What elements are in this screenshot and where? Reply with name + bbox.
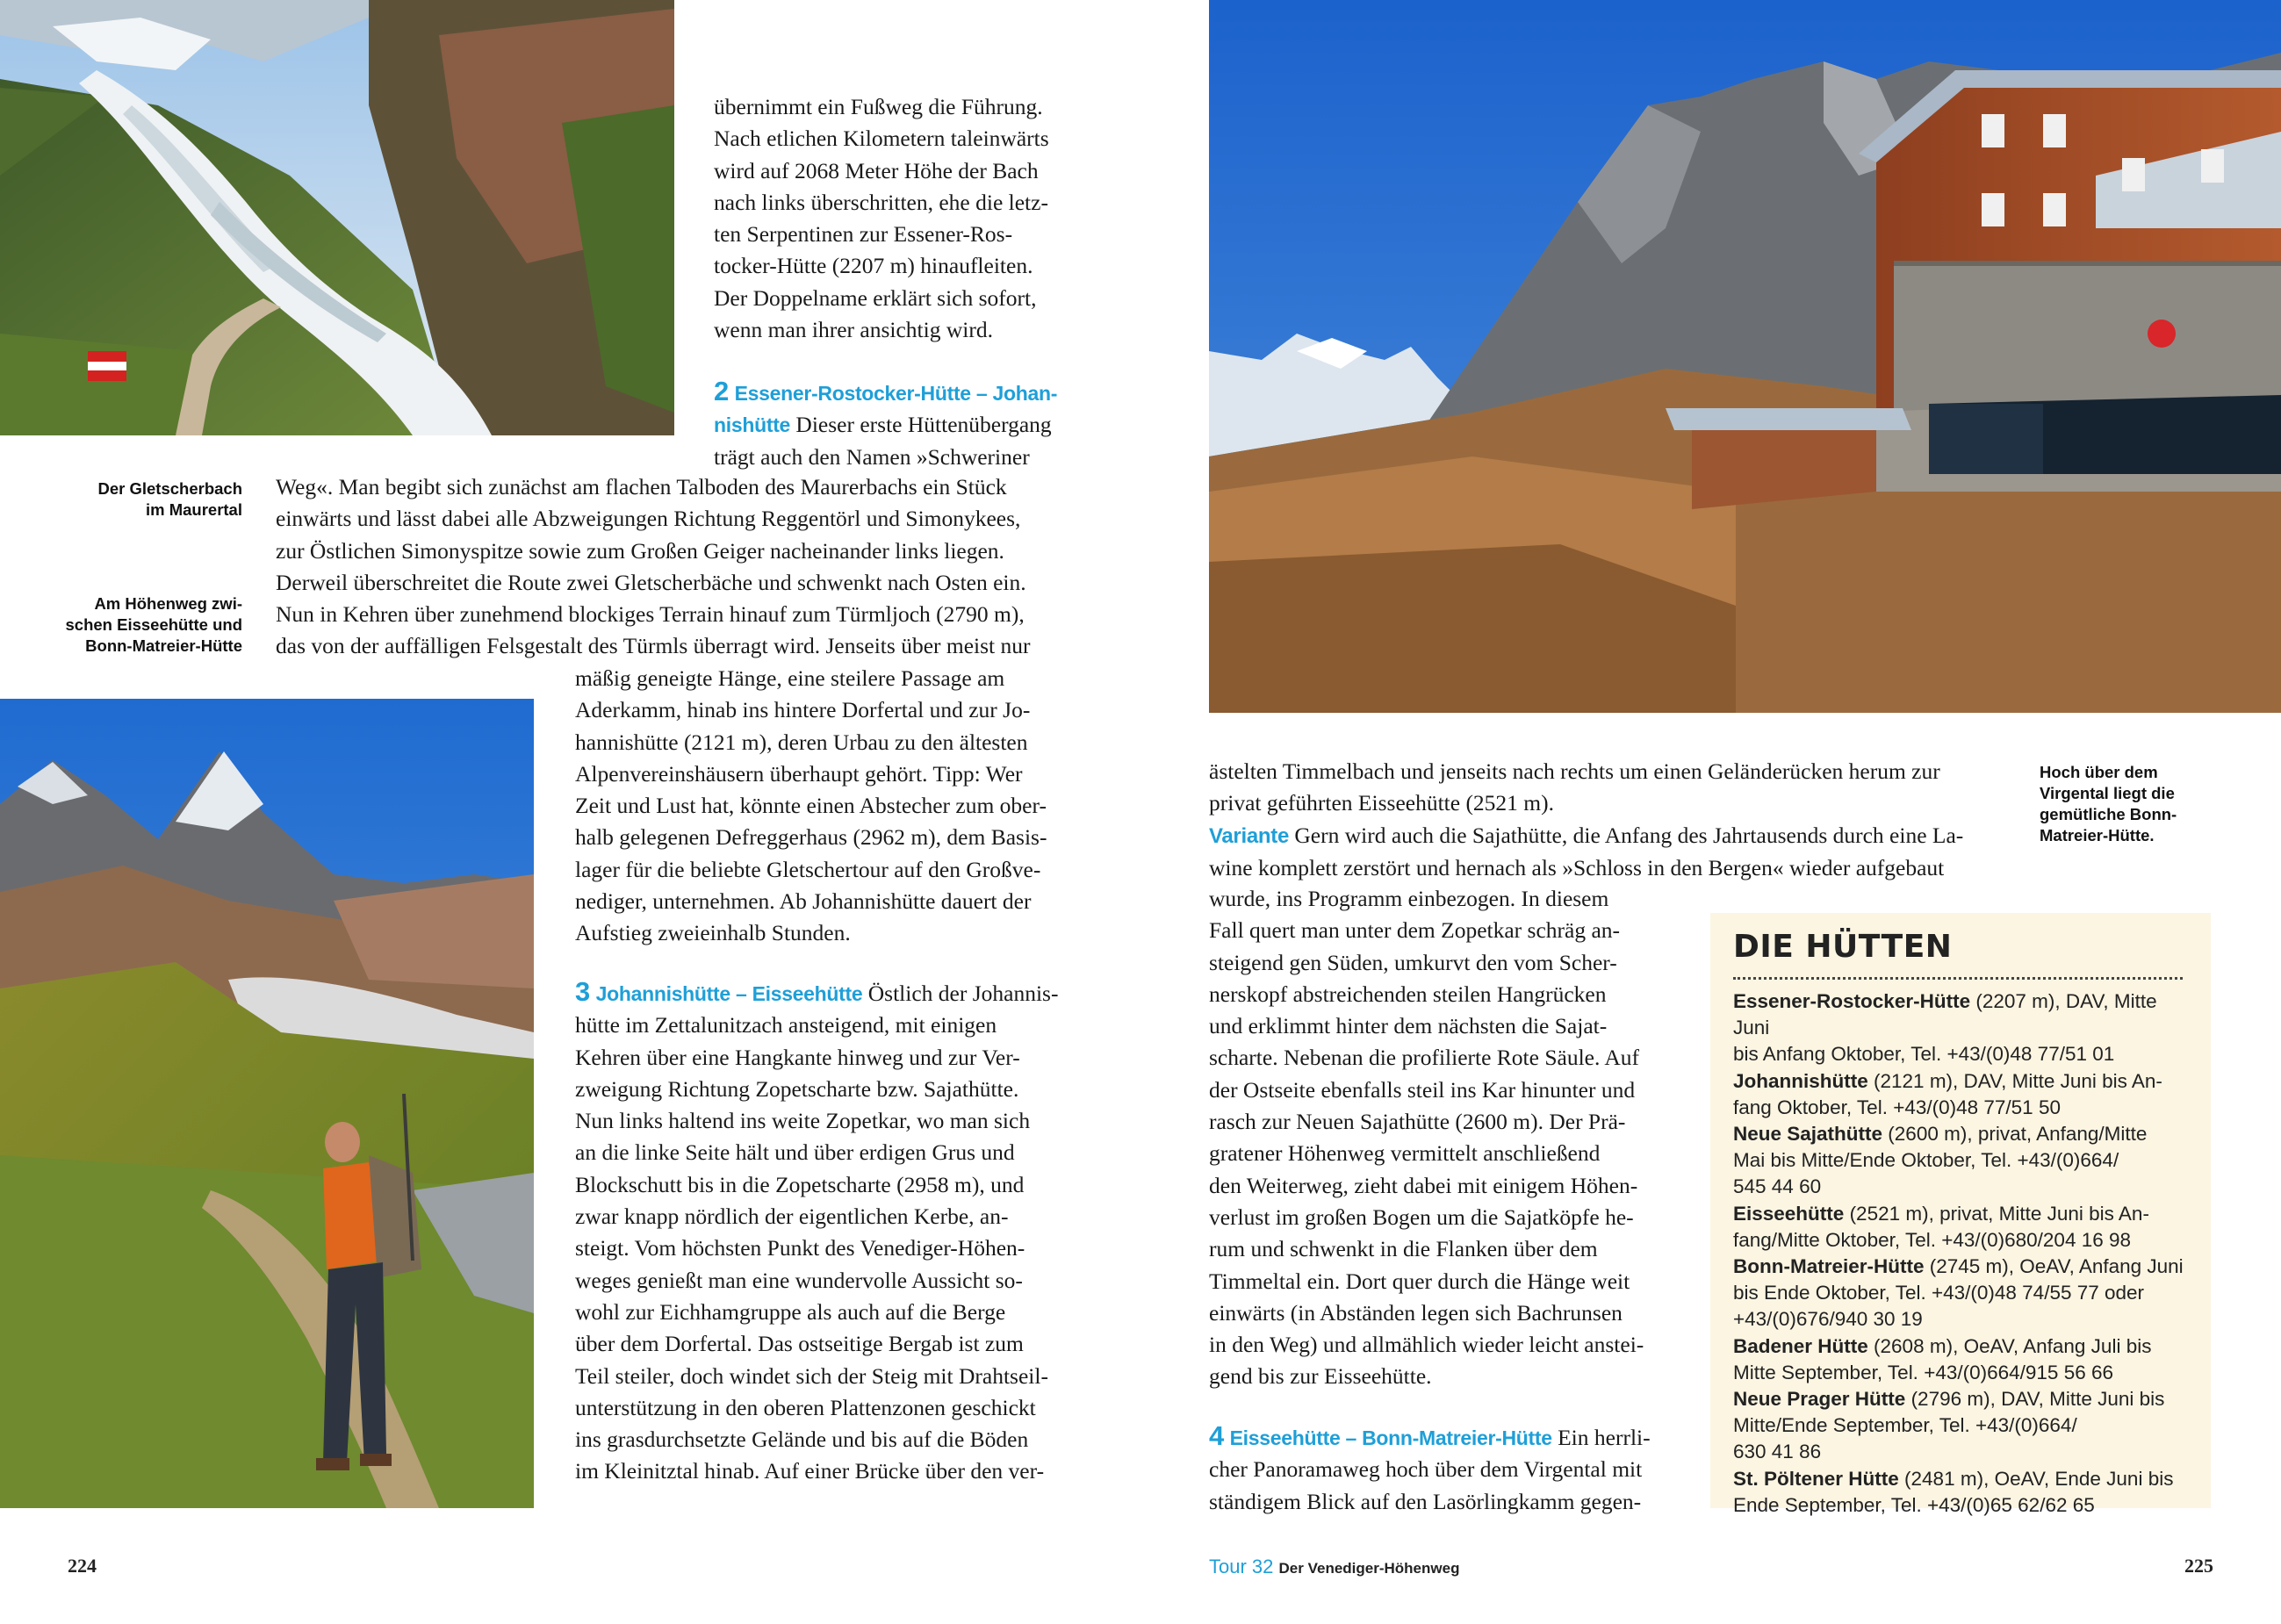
text-line: nediger, unternehmen. Ab Johannishütte dauert der <box>575 888 1032 915</box>
variante-heading <box>1209 820 2006 852</box>
hut-entry <box>1733 1333 2190 1386</box>
hut-name: Johannishütte <box>1733 1069 1868 1092</box>
text-line: nerskopf abstreichenden steilen Hangrücken <box>1209 981 1607 1007</box>
step-3-section <box>575 976 1072 1488</box>
info-box-title: DIE HÜTTEN <box>1733 929 1953 965</box>
step-title-cont: nishütte <box>714 413 791 437</box>
step-2-heading <box>714 376 1072 409</box>
text-line: tocker-Hütte (2207 m) hinaufleiten. <box>714 253 1033 279</box>
page-number-right: 225 <box>2184 1555 2213 1577</box>
text-line: einwärts (in Abständen legen sich Bachrunsen <box>1209 1299 1623 1326</box>
text-line: nach links überschritten, ehe die letz- <box>714 189 1048 215</box>
hut-entry <box>1733 1121 2190 1201</box>
text-line: privat geführten Eisseehütte (2521 m). <box>1209 790 1555 816</box>
hut-entry <box>1733 1386 2190 1466</box>
text-line: Nun in Kehren über zunehmend blockiges Terrain hinauf zum Türmljoch (2790 m), <box>276 601 1025 628</box>
step-number: 2 <box>714 376 730 406</box>
hut-name: Bonn-Matreier-Hütte <box>1733 1255 1925 1278</box>
text-line: rum und schwenkt in die Flanken über dem <box>1209 1236 1598 1262</box>
text-line: im Kleinitztal hinab. Auf einer Brücke über den ver- <box>575 1458 1045 1484</box>
caption-line: Virgental liegt die <box>2040 784 2175 802</box>
text-line: ständigem Blick auf den Lasörlingkamm gegen- <box>1209 1488 1642 1514</box>
page-number-left: 224 <box>68 1555 97 1577</box>
step-number: 4 <box>1209 1420 1225 1451</box>
caption-line: im Maurertal <box>145 500 242 519</box>
step-number: 3 <box>575 976 591 1007</box>
text-line: hütte im Zettalunitzach ansteigend, mit einigen <box>575 1012 997 1038</box>
hut-name: St. Pöltener Hütte <box>1733 1467 1899 1490</box>
hut-detail: Mitte September, Tel. +43/(0)664/915 56 66 <box>1733 1361 2113 1383</box>
text-line: halb gelegenen Defreggerhaus (2962 m), dem Basis- <box>575 824 1047 851</box>
text-line: Ein herrli- <box>1551 1425 1651 1450</box>
variante-text <box>1209 883 1668 1393</box>
text-line: an die linke Seite hält und über erdigen Grus und <box>575 1139 1015 1166</box>
text-line: über dem Dorfertal. Das ostseitige Bergab ist zum <box>575 1331 1024 1357</box>
text-line: und erklimmt hinter dem nächsten die Sajat- <box>1209 1013 1608 1039</box>
hut-name: Eisseehütte <box>1733 1202 1845 1225</box>
text-line: wohl zur Eichhamgruppe als auch auf die Berge <box>575 1298 1006 1325</box>
text-intro-right <box>1209 756 2006 884</box>
hut-detail: (2796 m), DAV, Mitte Juni bis <box>1905 1388 2165 1411</box>
text-line: Alpenvereinshäusern überhaupt gehört. Tipp: Wer <box>575 760 1023 787</box>
text-line: Kehren über eine Hangkante hinweg und zur Ver- <box>575 1044 1020 1070</box>
hut-detail: (2745 m), OeAV, Anfang Juni <box>1924 1255 2184 1278</box>
caption-line: Hoch über dem <box>2040 763 2158 781</box>
hut-detail: fang/Mitte Oktober, Tel. +43/(0)680/204 16 98 <box>1733 1228 2132 1251</box>
text-line: den Weiterweg, zieht dabei mit einigem Höhen- <box>1209 1172 1638 1198</box>
caption-bonn-matreier <box>2040 762 2250 846</box>
hut-detail: +43/(0)676/940 30 19 <box>1733 1308 1923 1331</box>
step-4-heading <box>1209 1420 1668 1454</box>
text-line: ästelten Timmelbach und jenseits nach rechts um einen Geländerücken herum zur <box>1209 758 1940 784</box>
text-line: zwar knapp nördlich der eigentlichen Kerbe, an- <box>575 1204 1009 1230</box>
text-line: einwärts und lässt dabei alle Abzweigungen Richtung Reggentörl und Simonykees, <box>276 506 1021 532</box>
trail-marker-icon <box>88 351 126 381</box>
hut-detail: (2521 m), privat, Mitte Juni bis An- <box>1844 1202 2149 1225</box>
step-2-mid-text <box>575 663 1072 950</box>
caption-hoehenweg <box>35 593 242 657</box>
photo-gletscherbach <box>0 0 674 435</box>
hut-detail: (2481 m), OeAV, Ende Juni bis <box>1898 1467 2174 1490</box>
text-line: in den Weg) und allmählich wieder leicht anstei- <box>1209 1332 1644 1358</box>
text-line: Nach etlichen Kilometern taleinwärts <box>714 126 1049 152</box>
text-line: Der Doppelname erklärt sich sofort, <box>714 284 1037 311</box>
text-line: verlust im großen Bogen um die Sajatköpfe he- <box>1209 1204 1634 1230</box>
hut-detail: (2121 m), DAV, Mitte Juni bis An- <box>1867 1069 2162 1092</box>
text-line: Blockschutt bis in die Zopetscharte (2958 m), und <box>575 1171 1025 1197</box>
hut-detail: Mai bis Mitte/Ende Oktober, Tel. +43/(0)664/ <box>1733 1149 2119 1172</box>
step-title: Johannishütte – Eisseehütte <box>595 982 863 1005</box>
text-line: rasch zur Neuen Sajathütte (2600 m). Der Prä- <box>1209 1109 1626 1135</box>
caption-line: gemütliche Bonn- <box>2040 805 2177 823</box>
text-line: wine komplett zerstört und hernach als »Schloss in den Bergen« wieder aufgebaut <box>1209 854 1945 880</box>
caption-line: Am Höhenweg zwi- <box>94 594 242 613</box>
text-line: Gern wird auch die Sajathütte, die Anfang des Jahrtausends durch eine La- <box>1289 822 1964 848</box>
dotted-divider <box>1733 977 2183 980</box>
text-line: steigt. Vom höchsten Punkt des Venediger-Höhen- <box>575 1235 1025 1261</box>
hut-detail: (2600 m), privat, Anfang/Mitte <box>1882 1123 2148 1146</box>
text-line: ten Serpentinen zur Essener-Ros- <box>714 221 1013 248</box>
text-line: ins grasdurchsetzte Gelände und bis auf die Böden <box>575 1426 1029 1453</box>
text-line: unterstützung in den oberen Plattenzonen geschickt <box>575 1394 1036 1420</box>
text-line: Östlich der Johannis- <box>862 981 1059 1006</box>
text-line: wenn man ihrer ansichtig wird. <box>714 317 993 343</box>
text-line: Aderkamm, hinab ins hintere Dorfertal und zur Jo- <box>575 697 1031 723</box>
hut-name: Essener-Rostocker-Hütte <box>1733 990 1971 1012</box>
step-2-wide-text <box>276 471 1072 663</box>
caption-line: schen Eisseehütte und <box>65 615 242 634</box>
hut-entry <box>1733 1068 2190 1121</box>
text-line: steigend gen Süden, umkurvt den vom Scher- <box>1209 949 1617 975</box>
text-line: Weg«. Man begibt sich zunächst am flachen Talboden des Maurerbachs ein Stück <box>276 474 1007 499</box>
text-line: wird auf 2068 Meter Höhe der Bach <box>714 157 1039 183</box>
text-line: Teil steiler, doch windet sich der Steig mit Drahtseil- <box>575 1362 1048 1389</box>
hut-detail: (2207 m), DAV, Mitte Juni <box>1733 990 2157 1039</box>
hut-name: Badener Hütte <box>1733 1334 1868 1357</box>
text-line: zweigung Richtung Zopetscharte bzw. Sajathütte. <box>575 1075 1019 1102</box>
hut-detail: bis Anfang Oktober, Tel. +43/(0)48 77/51 01 <box>1733 1043 2115 1066</box>
hut-list <box>1733 988 2190 1519</box>
step-title: Eisseehütte – Bonn-Matreier-Hütte <box>1229 1426 1552 1449</box>
hut-entry <box>1733 1466 2190 1519</box>
text-line: Derweil überschreitet die Route zwei Gletscherbäche und schwenkt nach Osten ein. <box>276 569 1026 595</box>
text-line: zur Östlichen Simonyspitze sowie zum Großen Geiger nacheinander links liegen. <box>276 537 1004 564</box>
text-line: scharte. Nebenan die profilierte Rote Säule. Auf <box>1209 1045 1639 1071</box>
hut-detail: Ende September, Tel. +43/(0)65 62/62 65 <box>1733 1493 2095 1516</box>
text-line: lager für die beliebte Gletschertour auf den Großve- <box>575 856 1041 882</box>
text-line: trägt auch den Namen »Schweriner <box>714 443 1030 470</box>
text-line: Nun links haltend ins weite Zopetkar, wo man sich <box>575 1108 1031 1134</box>
hut-detail: bis Ende Oktober, Tel. +43/(0)48 74/55 77 oder <box>1733 1282 2145 1304</box>
hut-detail: fang Oktober, Tel. +43/(0)48 77/51 50 <box>1733 1096 2061 1118</box>
hut-entry <box>1733 988 2190 1068</box>
text-line: mäßig geneigte Hänge, eine steilere Passage am <box>575 665 1005 691</box>
text-line: Aufstieg zweieinhalb Stunden. <box>575 920 851 946</box>
text-intro-left <box>714 91 1072 346</box>
text-line: Zeit und Lust hat, könnte einen Abstecher zum ober- <box>575 793 1047 819</box>
text-line: Dieser erste Hüttenübergang <box>790 412 1052 438</box>
caption-line: Bonn-Matreier-Hütte <box>85 636 242 655</box>
text-line: weges genießt man eine wundervolle Aussicht so- <box>575 1267 1023 1293</box>
photo-bonn-matreier-huette <box>1209 0 2281 713</box>
hut-entry <box>1733 1201 2190 1254</box>
hut-detail: (2608 m), OeAV, Anfang Juli bis <box>1867 1334 2152 1357</box>
text-line: gratener Höhenweg vermittelt anschließend <box>1209 1140 1601 1167</box>
tour-name: Der Venediger-Höhenweg <box>1278 1560 1460 1577</box>
step-4-section <box>1209 1420 1668 1518</box>
text-line: gend bis zur Eisseehütte. <box>1209 1363 1432 1390</box>
text-line: Timmeltal ein. Dort quer durch die Hänge weit <box>1209 1268 1630 1294</box>
step-3-heading <box>575 976 1072 1010</box>
text-line: übernimmt ein Fußweg die Führung. <box>714 94 1043 119</box>
step-2-section <box>714 376 1072 473</box>
text-line: das von der auffälligen Felsgestalt des Türmls überragt wird. Jenseits über meist nur <box>276 633 1031 659</box>
text-line: Fall quert man unter dem Zopetkar schräg an- <box>1209 917 1621 944</box>
text-line: wurde, ins Programm einbezogen. In diesem <box>1209 886 1609 911</box>
step-title: Essener-Rostocker-Hütte – Johan- <box>734 382 1058 405</box>
hut-name: Neue Prager Hütte <box>1733 1388 1906 1411</box>
footer-tour <box>1209 1556 1459 1578</box>
hut-name: Neue Sajathütte <box>1733 1123 1883 1146</box>
variante-label: Variante <box>1209 823 1289 848</box>
hut-detail: 545 44 60 <box>1733 1175 1822 1198</box>
caption-line: Matreier-Hütte. <box>2040 826 2155 844</box>
info-box-huetten <box>1710 913 2211 1516</box>
hut-detail: Mitte/Ende September, Tel. +43/(0)664/ <box>1733 1414 2077 1437</box>
photo-hiker-hoehenweg <box>0 699 534 1508</box>
hut-detail: 630 41 86 <box>1733 1441 1822 1463</box>
text-line: hannishütte (2121 m), deren Urbau zu den ältesten <box>575 729 1028 755</box>
caption-gletscherbach <box>53 478 242 521</box>
tour-label: Tour 32 <box>1209 1556 1274 1577</box>
text-line: der Ostseite ebenfalls steil ins Kar hinunter und <box>1209 1076 1636 1103</box>
text-line: cher Panoramaweg hoch über dem Virgental mit <box>1209 1456 1643 1483</box>
hut-entry <box>1733 1254 2190 1333</box>
caption-line: Der Gletscherbach <box>97 479 242 498</box>
